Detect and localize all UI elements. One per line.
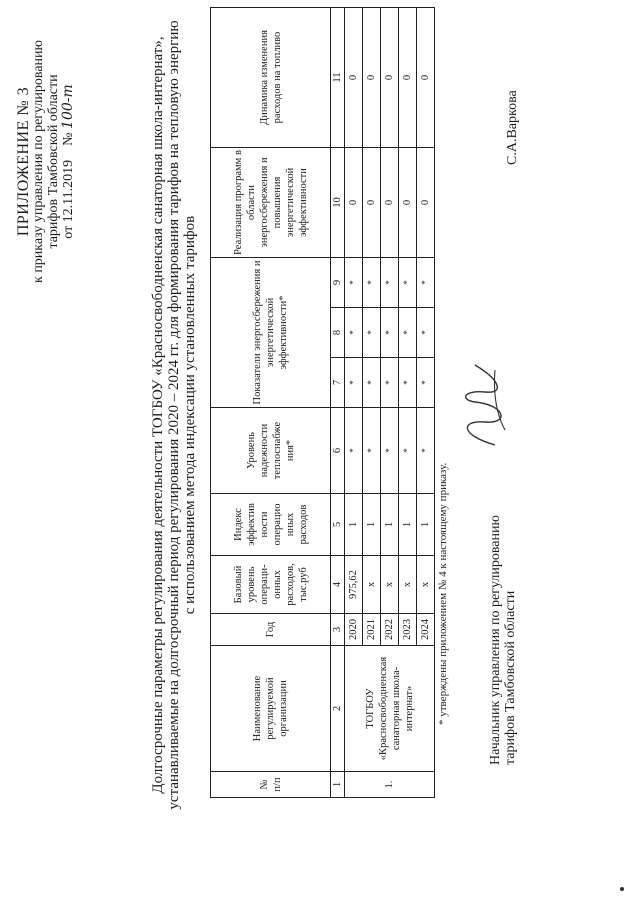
col-num-9: 9 [331, 258, 345, 308]
row-programs: 0 [381, 148, 399, 258]
parameters-table [210, 7, 435, 798]
header-programs: Реализация программ в области энергосбережения и повышения энергетической эффективности [211, 148, 331, 258]
row-energy-9: * [363, 258, 381, 308]
signature-title [488, 515, 518, 765]
signature-name: С.А.Варкова [505, 90, 520, 165]
row-index: 1 [363, 494, 381, 556]
signature-line-1: Начальник управления по регулированию [488, 515, 503, 765]
handwritten-signature [455, 360, 520, 450]
row-reliability: * [381, 408, 399, 494]
row-energy-8: * [381, 308, 399, 358]
row-dynamics: 0 [399, 8, 417, 148]
row-index: 1 [417, 494, 435, 556]
row-index: 1 [399, 494, 417, 556]
col-num-11: 11 [331, 8, 345, 148]
header-num: № п/п [211, 772, 331, 798]
header-energy: Показатели энергосбережения и энергетической эффективности* [211, 258, 331, 408]
row-energy-9: * [345, 258, 363, 308]
col-num-3: 3 [331, 614, 345, 646]
row-year: 2020 [345, 614, 363, 646]
row-base: х [381, 556, 399, 614]
footnote: * утверждены приложением № 4 к настоящему приказу. [437, 462, 449, 725]
row-reliability: * [363, 408, 381, 494]
row-reliability: * [417, 408, 435, 494]
appendix-block [16, 40, 76, 283]
header-base: Базовый уровень операци-онных расходов, тыс.руб [211, 556, 331, 614]
col-num-5: 5 [331, 494, 345, 556]
header-reliability: Уровень надежности теплоснабже ния* [211, 408, 331, 494]
row-base: х [417, 556, 435, 614]
heading-line-1: Долгосрочные параметры регулирования деятельности ТОГБОУ «Красносвободненская санаторная школа-интернат», [150, 36, 166, 794]
col-num-10: 10 [331, 148, 345, 258]
row-reliability: * [399, 408, 417, 494]
row-energy-9: * [417, 258, 435, 308]
col-num-8: 8 [331, 308, 345, 358]
row-base: х [363, 556, 381, 614]
row-energy-7: * [399, 358, 417, 408]
col-num-1: 1 [331, 772, 345, 798]
appendix-line-order: к приказу управления по регулированию [31, 40, 46, 283]
scan-speck [620, 887, 624, 891]
table-header-row [211, 8, 331, 798]
row-index: 1 [381, 494, 399, 556]
col-num-2: 2 [331, 646, 345, 772]
appendix-number-sign: № [61, 132, 76, 146]
col-num-7: 7 [331, 358, 345, 408]
row-base: х [399, 556, 417, 614]
row-index: 1 [345, 494, 363, 556]
row-year: 2022 [381, 614, 399, 646]
row-energy-7: * [381, 358, 399, 408]
row-energy-9: * [399, 258, 417, 308]
appendix-title: ПРИЛОЖЕНИЕ № 3 [15, 86, 32, 237]
appendix-date: от 12.11.2019 [61, 159, 76, 239]
column-number-row [331, 8, 345, 798]
document-heading [150, 0, 198, 845]
row-energy-7: * [363, 358, 381, 408]
row-energy-9: * [381, 258, 399, 308]
table-row [345, 8, 363, 798]
row-energy-8: * [399, 308, 417, 358]
header-dynamics: Динамика изменения расходов на топливо [211, 8, 331, 148]
row-dynamics: 0 [417, 8, 435, 148]
row-reliability: * [345, 408, 363, 494]
row-year: 2021 [363, 614, 381, 646]
row-energy-8: * [417, 308, 435, 358]
appendix-line-region: тарифов Тамбовской области [46, 74, 61, 249]
row-programs: 0 [417, 148, 435, 258]
row-programs: 0 [363, 148, 381, 258]
row-programs: 0 [399, 148, 417, 258]
row-energy-7: * [417, 358, 435, 408]
appendix-handwritten-number: 100-т [60, 84, 76, 129]
appendix-date-line [61, 40, 76, 283]
col-num-4: 4 [331, 556, 345, 614]
signature-line-2: тарифов Тамбовской области [503, 590, 518, 765]
header-name: Наименование регулируемой организации [211, 646, 331, 772]
row-dynamics: 0 [381, 8, 399, 148]
row-energy-7: * [345, 358, 363, 408]
heading-line-3: с использованием метода индексации установленных тарифов [182, 215, 198, 615]
header-year: Год [211, 614, 331, 646]
row-base: 975,62 [345, 556, 363, 614]
row-dynamics: 0 [345, 8, 363, 148]
org-number: 1. [345, 772, 435, 798]
heading-line-2: устанавливаемые на долгосрочный период регулирования 2020 – 2024 гг. для формирования тарифов на тепловую энергию [166, 20, 182, 810]
row-energy-8: * [363, 308, 381, 358]
row-year: 2023 [399, 614, 417, 646]
col-num-6: 6 [331, 408, 345, 494]
header-index: Индекс эффектив ности операцио нных расходов [211, 494, 331, 556]
row-programs: 0 [345, 148, 363, 258]
org-name: ТОГБОУ «Красносвободненская санаторная школа-интернат» [345, 646, 435, 772]
row-year: 2024 [417, 614, 435, 646]
row-dynamics: 0 [363, 8, 381, 148]
row-energy-8: * [345, 308, 363, 358]
